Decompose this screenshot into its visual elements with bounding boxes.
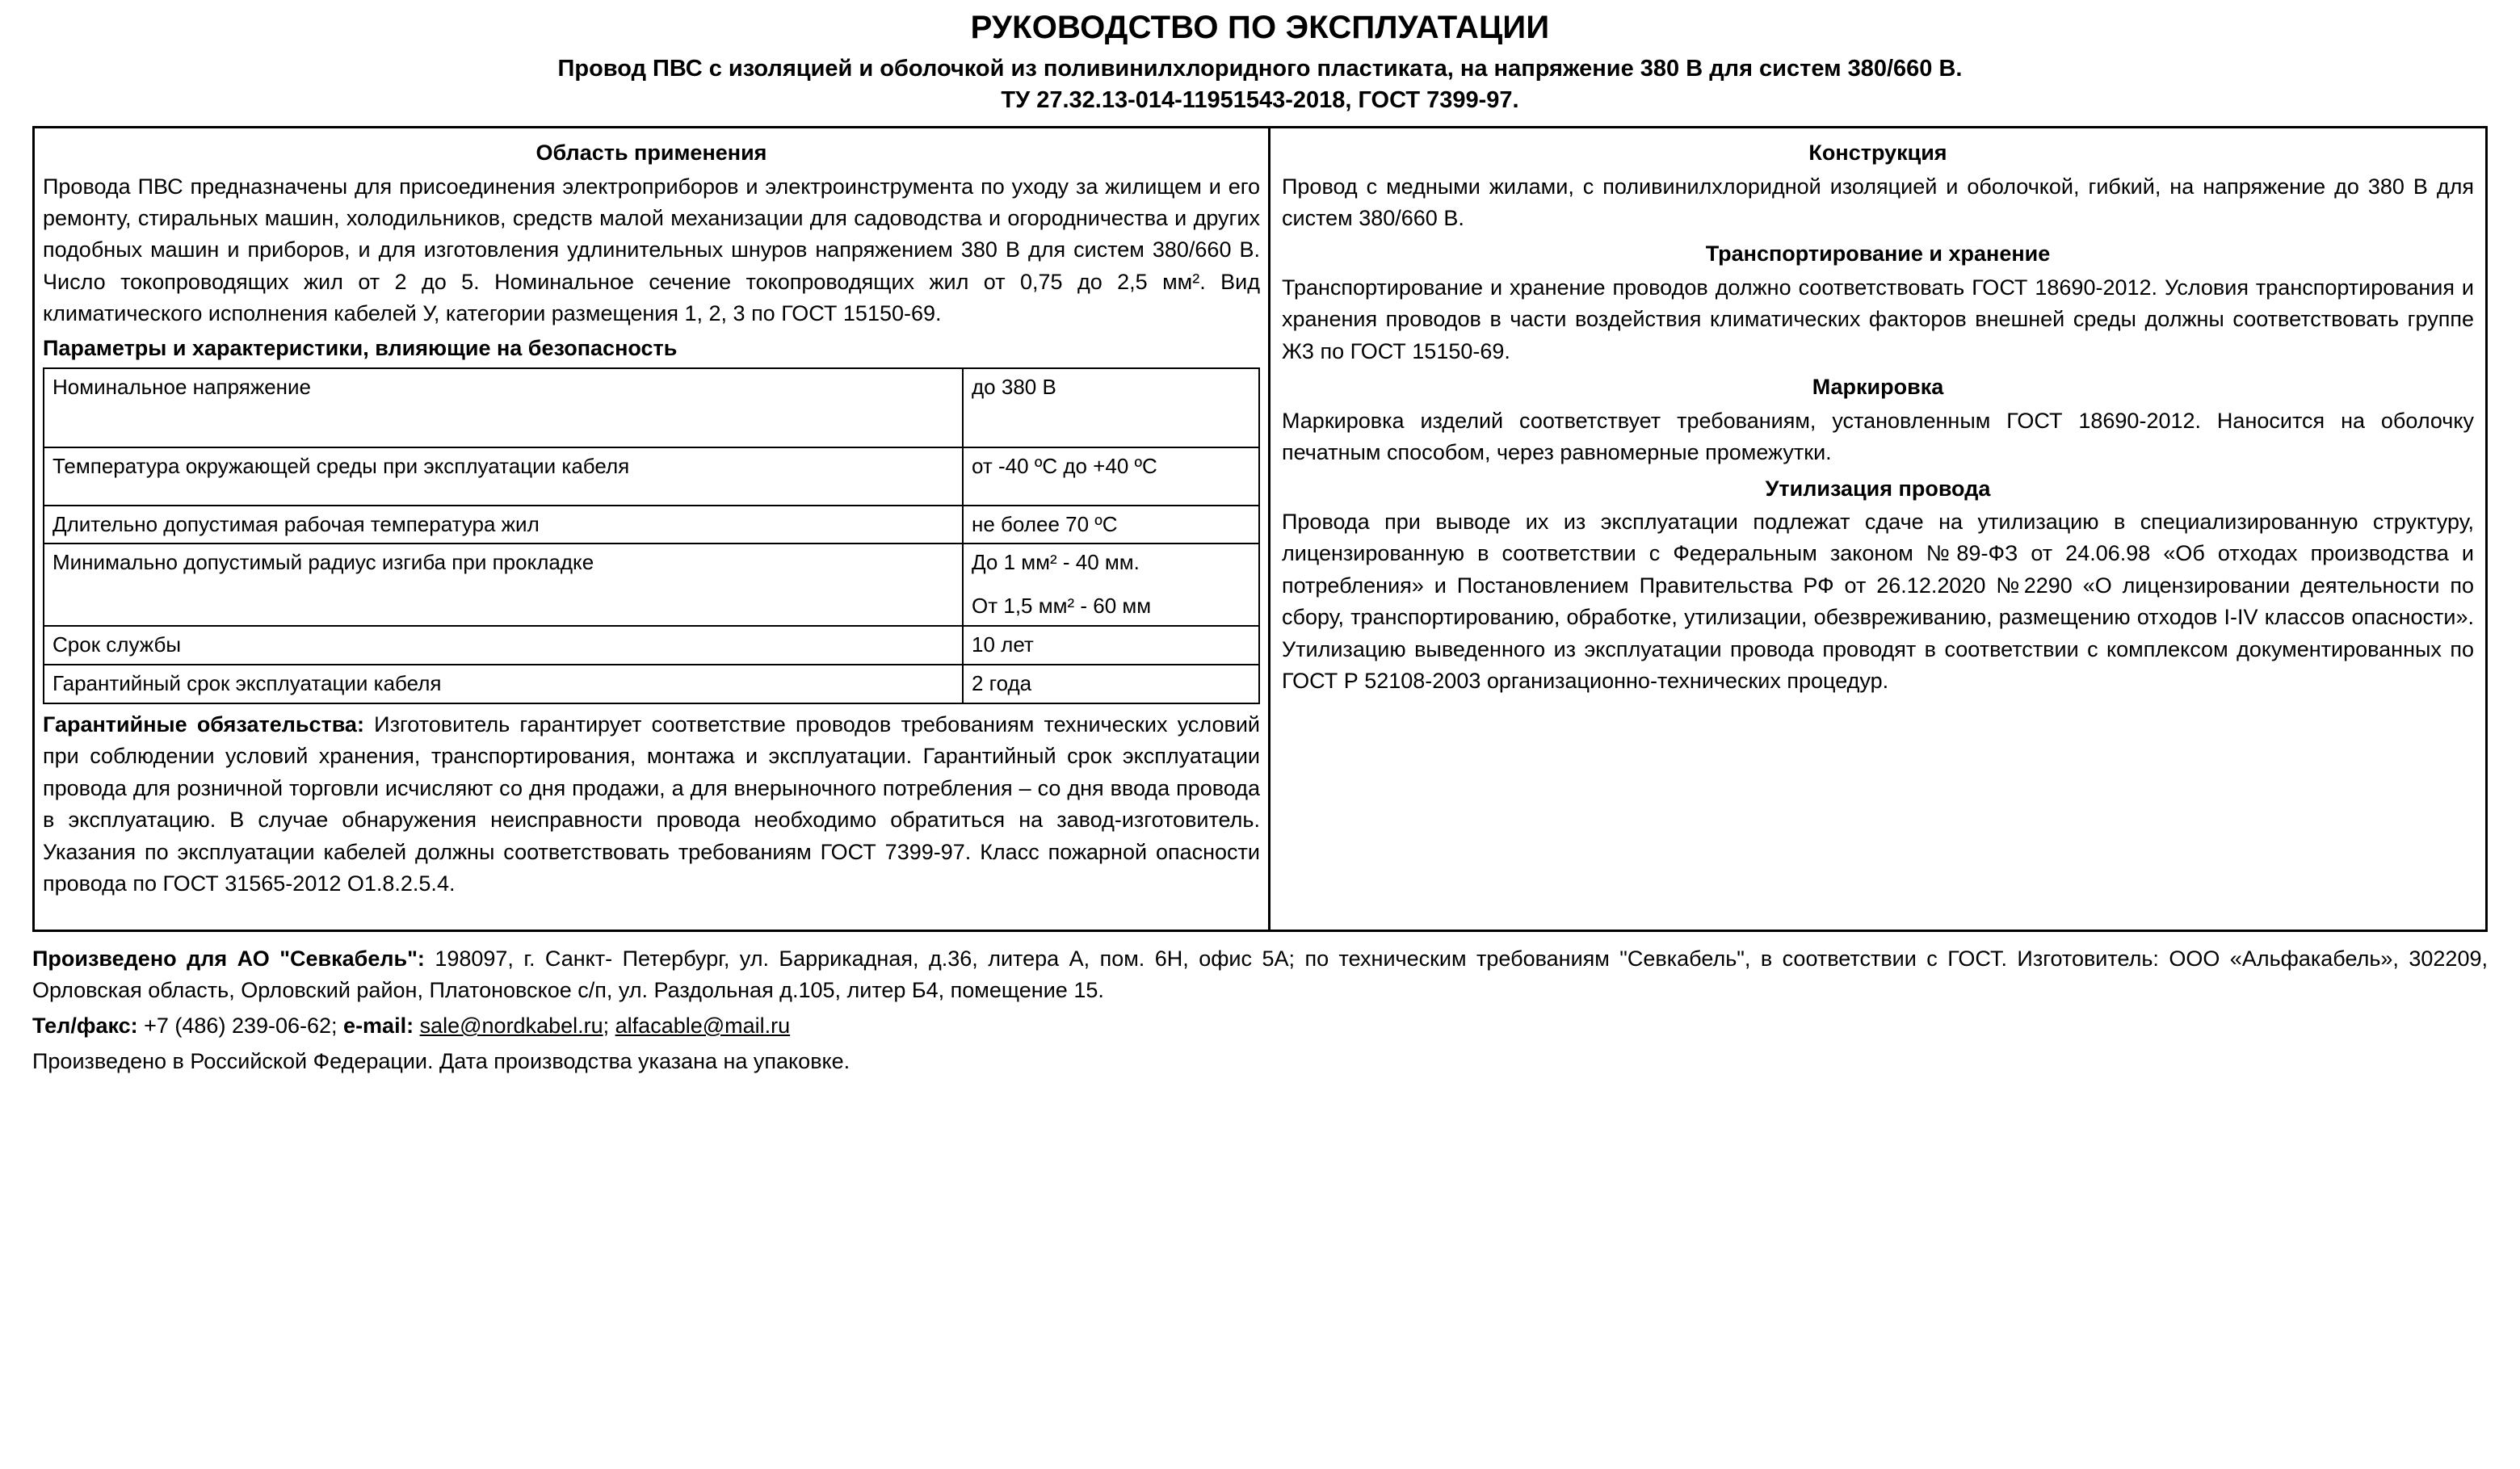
param-value: 2 года: [963, 665, 1259, 703]
email-label: e-mail:: [343, 1013, 414, 1038]
phone-label: Тел/факс:: [32, 1013, 138, 1038]
table-row: [44, 447, 1259, 506]
application-heading: Область применения: [536, 141, 767, 166]
document-header: [32, 0, 2488, 116]
param-value: не более 70 ºС: [963, 506, 1259, 544]
manufacturer-info: [32, 943, 2488, 1005]
email-separator: ;: [603, 1013, 615, 1038]
guarantee-label: Гарантийные обязательства:: [43, 711, 364, 737]
email-space: [414, 1014, 420, 1038]
param-value: до 380 В: [963, 368, 1259, 447]
guarantee-text: Изготовитель гарантирует соответствие проводов требованиям технических условий при соблюдении условий хранения, транспортирования, монтажа и эксплуатации. Гарантийный срок эксплуатации провода для розничной торговли исчисляют со дня продажи, а для внерыночного потребления – со дня ввода провода в эксплуатацию. В случае обнаружения неисправности провода необходимо обратиться на завод-изготовитель. Указания по эксплуатации кабелей должны соответствовать требованиям ГОСТ 7399-97. Класс пожарной опасности провода по ГОСТ 31565-2012 О1.8.2.5.4.: [43, 711, 1261, 896]
table-row: [44, 506, 1259, 544]
param-name: Гарантийный срок эксплуатации кабеля: [44, 665, 963, 703]
transport-heading: Транспортирование и хранение: [1705, 241, 2051, 267]
construction-text: Провод с медными жилами, с поливинилхлоридной изоляцией и оболочкой, гибкий, на напряжение до 380 В для систем 380/660 В.: [1282, 174, 2474, 231]
document-subtitle: Провод ПВС с изоляцией и оболочкой из поливинилхлоридного пластиката, на напряжение 380 В для систем 380/660 В.: [557, 55, 1963, 82]
disposal-heading: Утилизация провода: [1765, 476, 1991, 501]
guarantee-paragraph: [43, 709, 1260, 900]
produced-for-label: Произведено для АО "Севкабель":: [32, 946, 425, 972]
table-row: [44, 665, 1259, 703]
left-column: [35, 128, 1270, 930]
param-value-line-2: От 1,5 мм² - 60 мм: [972, 594, 1152, 619]
marking-text: Маркировка изделий соответствует требованиям, установленным ГОСТ 18690-2012. Наносится на оболочку печатным способом, через равномерные промежутки.: [1282, 408, 2474, 465]
disposal-text: Провода при выводе их из эксплуатации подлежат сдаче на утилизацию в специализированную структуру, лицензированную в соответствии с Федеральным законом №89-ФЗ от 24.06.98 «Об отходах производства и потребления» и Постановлением Правительства РФ от 26.12.2020 №2290 «О лицензировании деятельности по сбору, транспортированию, обработке, утилизации, обезвреживанию, размещению отходов I-IV классов опасности». Утилизацию выведенного из эксплуатации провода проводят в соответствии с комплексом документированных по ГОСТ Р 52108-2003 организационно-технических процедур.: [1282, 510, 2474, 694]
param-name: Срок службы: [44, 626, 963, 665]
page-title: РУКОВОДСТВО ПО ЭКСПЛУАТАЦИИ: [970, 10, 1550, 45]
contact-info: [32, 1010, 2488, 1041]
produced-for-text: 198097, г. Санкт- Петербург, ул. Баррикадная, д.36, литера А, пом. 6Н, офис 5А; по техническим требованиям "Севкабель", в соответствии с ГОСТ. Изготовитель: ООО «Альфакабель», 302209, Орловская область, Орловский район, Платоновское с/п, ул. Раздольная д.105, литер Б4, помещение 15.: [32, 946, 2488, 1002]
marking-heading: Маркировка: [1812, 375, 1944, 400]
table-row: [44, 626, 1259, 665]
param-value: [963, 544, 1259, 626]
phone-value: +7 (486) 239-06-62;: [137, 1013, 344, 1038]
param-name: Минимально допустимый радиус изгиба при прокладке: [44, 544, 963, 626]
transport-text: Транспортирование и хранение проводов должно соответствовать ГОСТ 18690-2012. Условия транспортирования и хранения проводов в части воздействия климатических факторов внешней среды должны соответствовать группе Ж3 по ГОСТ 15150-69.: [1282, 275, 2474, 363]
content-box: [32, 126, 2488, 932]
param-value: от -40 ºС до +40 ºС: [963, 447, 1259, 506]
email-link-sale[interactable]: sale@nordkabel.ru: [419, 1013, 603, 1038]
param-value: 10 лет: [963, 626, 1259, 665]
document-footer: [32, 943, 2488, 1077]
origin-note: Произведено в Российской Федерации. Дата производства указана на упаковке.: [32, 1049, 850, 1074]
application-text: Провода ПВС предназначены для присоединения электроприборов и электроинструмента по уходу за жилищем и его ремонту, стиральных машин, холодильников, средств малой механизации для садоводства и огородничества и других подобных машин и приборов, и для изготовления удлинительных шнуров напряжением 380 В для систем 380/660 В. Число токопроводящих жил от 2 до 5. Номинальное сечение токопроводящих жил от 0,75 до 2,5 мм². Вид климатического исполнения кабелей У, категории размещения 1, 2, 3 по ГОСТ 15150-69.: [43, 174, 1260, 326]
param-value-line-1: До 1 мм² - 40 мм.: [972, 550, 1140, 575]
param-name: Номинальное напряжение: [44, 368, 963, 447]
document-standards: ТУ 27.32.13-014-11951543-2018, ГОСТ 7399-97.: [1001, 87, 1519, 114]
parameters-table: [43, 367, 1260, 704]
table-row: [44, 368, 1259, 447]
construction-heading: Конструкция: [1808, 141, 1947, 166]
parameters-heading: Параметры и характеристики, влияющие на безопасность: [43, 335, 678, 360]
param-name: Температура окружающей среды при эксплуатации кабеля: [44, 447, 963, 506]
param-name: Длительно допустимая рабочая температура жил: [44, 506, 963, 544]
email-link-alfacable[interactable]: alfacable@mail.ru: [615, 1013, 791, 1038]
right-column: [1270, 128, 2485, 930]
table-row: [44, 544, 1259, 626]
parameters-table-body: [44, 368, 1259, 703]
